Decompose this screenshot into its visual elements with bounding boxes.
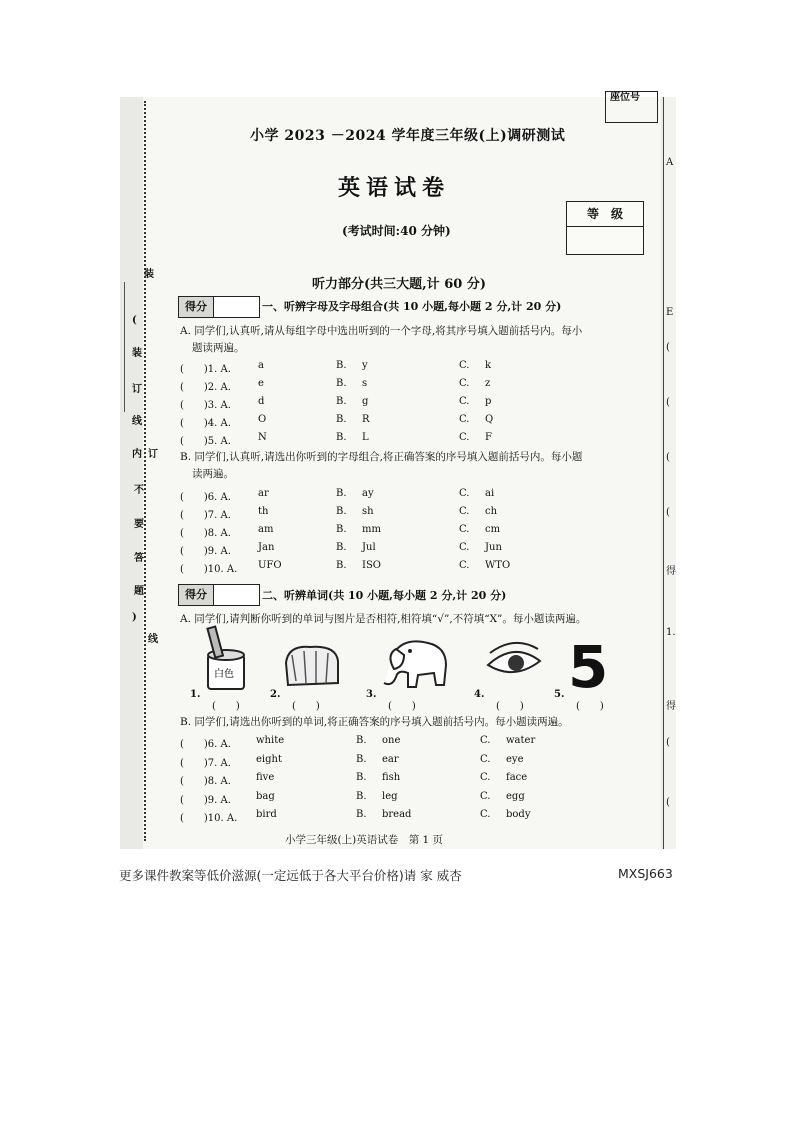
number-five-image [564,625,614,701]
option-c-letter: C. [459,396,470,407]
binding-label: 装 [132,348,142,359]
option-b-letter: B. [356,772,367,783]
option-b: y [362,360,368,371]
option-b: fish [382,772,401,783]
next-page-fragment: ( [666,797,670,808]
option-c-letter: C. [459,360,470,371]
binding-label: 线 [132,416,142,427]
option-c-letter: C. [459,506,470,517]
elephant-image [374,625,454,697]
question-row [180,378,650,394]
option-b-letter: B. [336,560,347,571]
binding-label: 要 [134,519,144,530]
bread-image [280,625,344,697]
picture-number: 5. [554,689,565,700]
next-page-fragment: A [666,157,674,168]
question-row [180,809,650,825]
page-footer: 小学三年级(上)英语试卷 第 1 页 [285,834,444,846]
question-number: ( )9. A. [180,794,231,806]
question-row [180,791,650,807]
option-c: z [485,378,491,389]
answer-blank[interactable]: ( ) [212,701,240,712]
option-c-letter: C. [459,524,470,535]
next-page-fragment: 得 [666,701,676,712]
question-row [180,360,650,376]
exam-title: 小学 2023 －2024 学年度三年级(上)调研测试 [250,128,566,144]
option-b-letter: B. [336,414,347,425]
option-c-letter: C. [459,560,470,571]
scanned-page [120,92,676,849]
option-c-letter: C. [480,753,491,765]
option-b: ISO [362,560,381,571]
picture-number: 4. [474,689,485,700]
question-number: ( )9. A. [180,546,231,557]
option-b-letter: B. [356,790,367,802]
option-b: s [362,378,368,389]
option-a: UFO [258,560,282,571]
option-b: leg [382,790,398,802]
option-c: water [506,735,536,746]
binding-label: 答 [134,553,144,564]
option-a: am [258,524,274,535]
option-a: Jan [258,542,275,553]
instruction: A. 同学们,认真听,请从每组字母中选出听到的一个字母,将其序号填入题前括号内。每小 题读两遍。 [180,325,583,354]
option-c: eye [506,753,524,765]
option-a: O [258,414,267,425]
option-c: F [485,432,492,443]
binding-label: 内 [132,449,142,460]
picture-number: 1. [190,689,201,700]
question-number: ( )7. A. [180,510,231,521]
grade-label: 等 级 [567,202,643,227]
option-a: d [258,396,265,407]
option-c: ai [485,488,495,499]
option-b: bread [382,809,412,820]
binding-label: ( [132,315,137,326]
option-c: cm [485,524,501,535]
binding-label: 线 [148,634,158,645]
grade-box [566,201,644,255]
option-b-letter: B. [336,488,347,499]
next-page-fragment: ( [666,737,670,748]
option-c-letter: C. [480,790,491,802]
question-number: ( )5. A. [180,436,231,447]
promo-code: MXSJ663 [618,866,673,881]
picture-number: 3. [366,689,377,700]
option-c: WTO [485,560,511,571]
option-b: mm [362,524,381,535]
option-b-letter: B. [336,542,347,553]
question-number: ( )6. A. [180,492,231,503]
option-a: a [258,360,264,371]
option-b: R [362,414,370,425]
option-c-letter: C. [459,378,470,389]
section-1-title: 一、听辨字母及字母组合(共 10 小题,每小题 2 分,计 20 分) [262,300,562,313]
option-b: ear [382,753,399,765]
next-page-fragment: ( [666,452,670,463]
next-page-fragment: ( [666,342,670,353]
listening-section-title: 听力部分(共三大题,计 60 分) [312,277,486,292]
score-label: 得分 [179,585,214,605]
eye-image [484,625,544,697]
option-b-letter: B. [336,396,347,407]
option-c: p [485,396,492,407]
digit-five: 5 [568,633,609,701]
answer-blank[interactable]: ( ) [496,701,524,712]
seat-number-box [605,91,658,123]
question-row [180,396,650,412]
section-2-title: 二、听辨单词(共 10 小题,每小题 2 分,计 20 分) [262,589,507,602]
option-b-letter: B. [356,809,367,820]
option-a: five [256,772,275,783]
option-a: eight [256,753,282,765]
option-c-letter: C. [459,432,470,443]
binding-label: 订 [132,384,142,395]
question-number: ( )1. A. [180,364,231,375]
binding-line [124,282,125,412]
paint-bucket-image [202,625,252,697]
option-c: body [506,809,531,820]
question-row [180,414,650,430]
instruction: B. 同学们,认真听,请选出你听到的字母组合,将正确答案的序号填入题前括号内。每小题 读两遍。 [180,451,583,480]
option-a: bag [256,790,275,802]
option-a: th [258,506,269,517]
option-b: Jul [362,542,376,553]
option-b-letter: B. [336,432,347,443]
option-c: Q [485,414,494,425]
answer-blank[interactable]: ( ) [576,701,604,712]
instruction: A. 同学们,请判断你听到的单词与图片是否相符,相符填“√”,不符填“X”。每小题读两遍。 [180,613,587,625]
answer-blank[interactable]: ( ) [388,701,416,712]
score-box [178,584,260,606]
promo-text: 更多课件教案等低价滋源(一定远低于各大平台价格)请 家 威杏 [119,868,462,883]
option-c-letter: C. [459,488,470,499]
next-page-fragment: E [666,307,674,318]
question-number: ( )3. A. [180,400,231,411]
question-number: ( )8. A. [180,776,231,787]
score-box [178,296,260,318]
option-b: L [362,432,369,443]
option-b-letter: B. [336,378,347,389]
next-page-fragment: 得 [666,566,676,577]
option-c-letter: C. [480,772,491,783]
question-number: ( )6. A. [180,739,231,750]
binding-label: ) [132,612,137,623]
option-c: egg [506,790,525,802]
option-b-letter: B. [336,360,347,371]
question-number: ( )10. A. [180,813,238,824]
question-number: ( )4. A. [180,418,231,429]
next-page-fragment: ( [666,397,670,408]
picture-number: 2. [270,689,281,700]
option-c: Jun [485,542,502,553]
option-a: ar [258,488,269,499]
question-row [180,506,650,522]
subject-title: 英语试卷 [338,175,451,201]
option-c-letter: C. [459,414,470,425]
binding-dotted-line [144,101,146,841]
answer-blank[interactable]: ( ) [292,701,320,712]
option-c: ch [485,506,498,517]
option-c: k [485,360,492,371]
exam-time: (考试时间:40 分钟) [342,224,451,238]
option-c-letter: C. [459,542,470,553]
question-number: ( )8. A. [180,528,231,539]
option-b: one [382,735,401,746]
question-row [180,772,650,788]
binding-label: 题 [134,586,144,597]
question-row [180,560,650,576]
option-b-letter: B. [356,753,367,765]
question-row [180,524,650,540]
question-row [180,754,650,770]
option-c-letter: C. [480,809,491,820]
question-row [180,432,650,448]
option-a: white [256,735,285,746]
option-b-letter: B. [336,506,347,517]
paint-label: 白色 [214,669,234,680]
question-row [180,542,650,558]
score-label: 得分 [179,297,214,317]
option-c: face [506,772,528,783]
option-b-letter: B. [336,524,347,535]
option-b: ay [362,488,374,499]
option-b: sh [362,506,374,517]
question-row [180,488,650,504]
binding-label: 订 [148,449,158,460]
option-c-letter: C. [480,735,491,746]
next-page-fragment: 1. [666,627,676,638]
seat-number-label: 座位号 [610,92,640,103]
next-page-fragment: ( [666,507,670,518]
option-b: g [362,396,369,407]
option-a: e [258,378,264,389]
question-number: ( )7. A. [180,757,231,769]
question-number: ( )10. A. [180,564,238,575]
option-b-letter: B. [356,735,367,746]
question-row [180,735,650,751]
binding-label: 不 [134,485,144,496]
question-number: ( )2. A. [180,382,231,393]
instruction: B. 同学们,请选出你听到的单词,将正确答案的序号填入题前括号内。每小题读两遍。 [180,716,569,728]
option-a: bird [256,809,277,820]
binding-label: 装 [144,269,154,280]
option-a: N [258,432,267,443]
